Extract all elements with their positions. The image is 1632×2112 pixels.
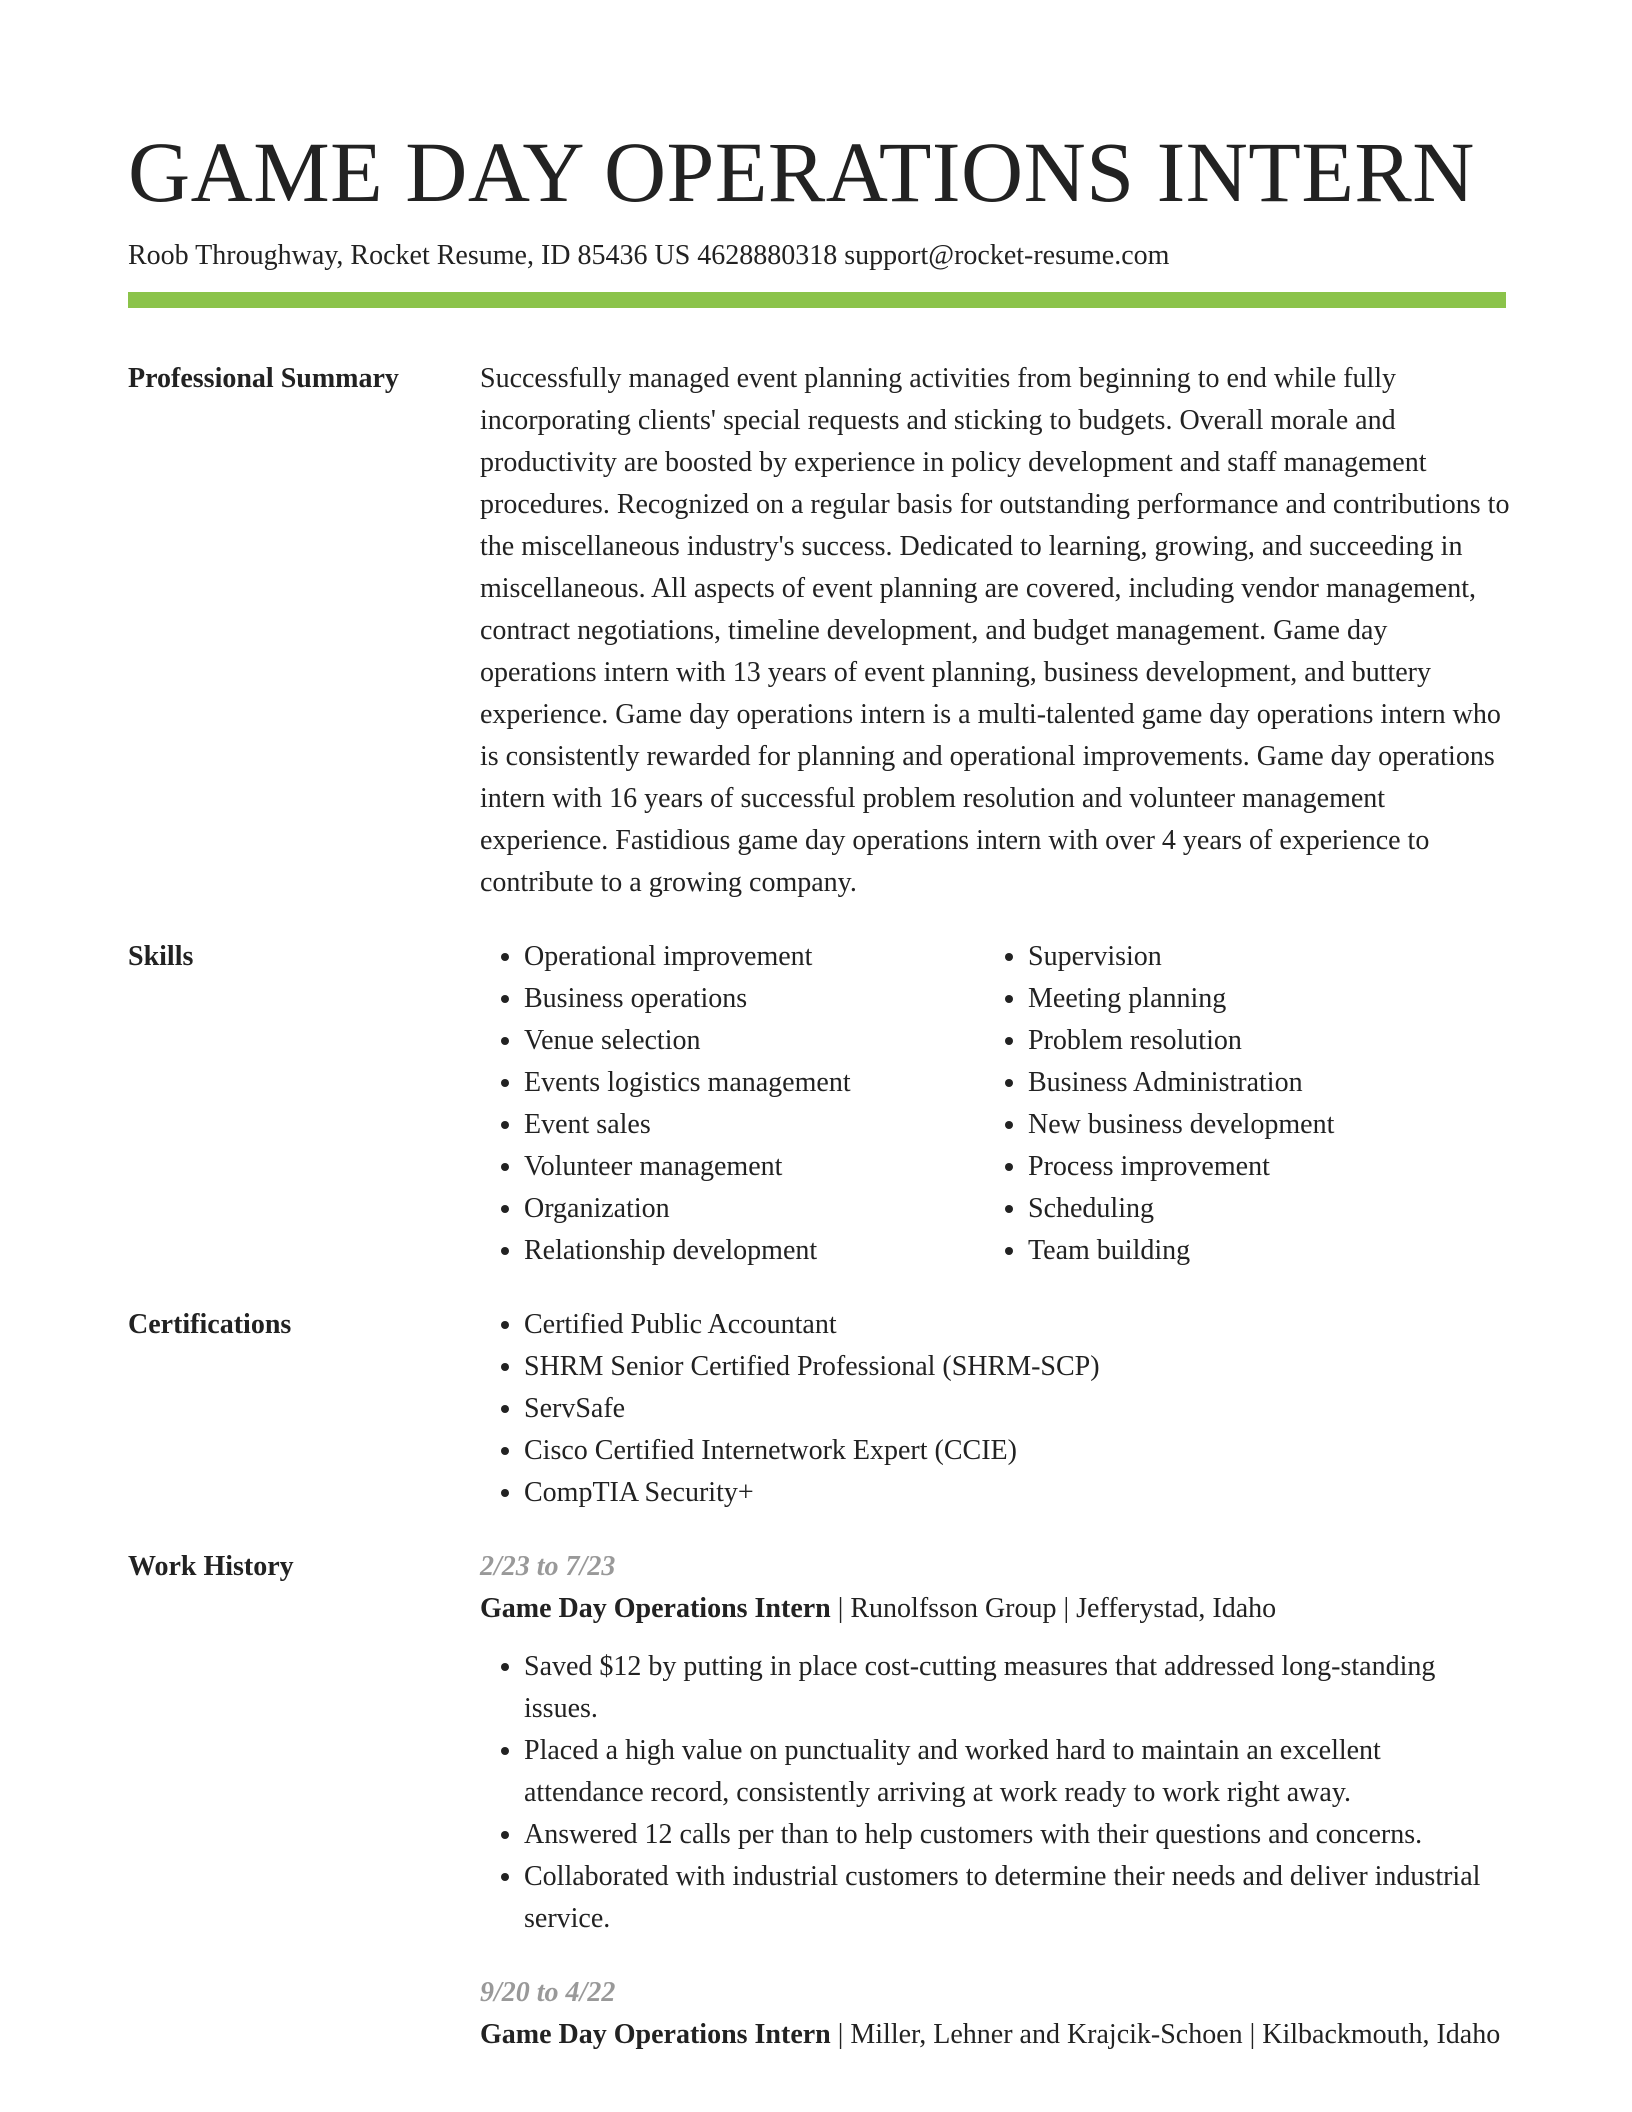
job-title: Game Day Operations Intern xyxy=(480,1593,831,1624)
certifications-section xyxy=(128,1304,1506,1514)
job-bullet: • Answered 12 calls per than to help customers with their questions and concerns. xyxy=(524,1814,1506,1856)
skills-list-right xyxy=(984,936,1488,1272)
resume-page xyxy=(128,0,1510,2056)
summary-body xyxy=(480,358,1510,904)
skill-item: • Relationship development xyxy=(524,1230,984,1272)
certifications-body xyxy=(480,1304,1506,1514)
skill-item: • Business Administration xyxy=(1028,1062,1488,1104)
job-heading xyxy=(480,1588,1506,1630)
work-history-label: Work History xyxy=(128,1551,294,1582)
skill-item: • Team building xyxy=(1028,1230,1488,1272)
skill-item: • Scheduling xyxy=(1028,1188,1488,1230)
skill-item: • Operational improvement xyxy=(524,936,984,978)
skill-item: • Event sales xyxy=(524,1104,984,1146)
job-entry xyxy=(480,1546,1506,1940)
work-history-section xyxy=(128,1546,1506,2056)
certification-item: • SHRM Senior Certified Professional (SHRM-SCP) xyxy=(524,1346,1506,1388)
skill-item: • Meeting planning xyxy=(1028,978,1488,1020)
certifications-label: Certifications xyxy=(128,1309,292,1340)
resume-title: GAME DAY OPERATIONS INTERN xyxy=(128,124,1475,220)
skill-item: • Venue selection xyxy=(524,1020,984,1062)
job-dates: 9/20 to 4/22 xyxy=(480,1977,616,2008)
certification-item: • Certified Public Accountant xyxy=(524,1304,1506,1346)
job-bullet: • Saved $12 by putting in place cost-cutting measures that addressed long-standing issues. xyxy=(524,1646,1506,1730)
work-history-body xyxy=(480,1546,1506,2056)
skills-body xyxy=(480,936,1506,1272)
job-bullet: • Placed a high value on punctuality and worked hard to maintain an excellent attendance record, consistently arriving at work ready to work right away. xyxy=(524,1730,1506,1814)
skill-item: • Business operations xyxy=(524,978,984,1020)
skill-item: • Volunteer management xyxy=(524,1146,984,1188)
job-title: Game Day Operations Intern xyxy=(480,2019,831,2050)
job-dates: 2/23 to 7/23 xyxy=(480,1551,616,1582)
certifications-list xyxy=(480,1304,1506,1514)
skill-item: • New business development xyxy=(1028,1104,1488,1146)
contact-line: Roob Throughway, Rocket Resume, ID 85436 US 4628880318 support@rocket-resume.com xyxy=(128,240,1170,271)
certification-item: • CompTIA Security+ xyxy=(524,1472,1506,1514)
summary-text: Successfully managed event planning activities from beginning to end while fully incorporating clients' special requests and sticking to budgets. Overall morale and productivity are boosted by experience in policy development and staff management procedures. Recognized on a regular basis for outstanding performance and contributions to the miscellaneous industry's success. Dedicated to learning, growing, and succeeding in miscellaneous. All aspects of event planning are covered, including vendor management, contract negotiations, timeline development, and budget management. Game day operations intern with 13 years of event planning, business development, and buttery experience. Game day operations intern is a multi-talented game day operations intern who is consistently rewarded for planning and operational improvements. Game day operations intern with 16 years of successful problem resolution and volunteer management experience. Fastidious game day operations intern with over 4 years of experience to contribute to a growing company. xyxy=(480,363,1510,898)
skills-label: Skills xyxy=(128,941,194,972)
skill-item: • Supervision xyxy=(1028,936,1488,978)
skills-section xyxy=(128,936,1506,1272)
job-details: | Runolfsson Group | Jefferystad, Idaho xyxy=(830,1593,1277,1624)
summary-label: Professional Summary xyxy=(128,363,399,394)
certification-item: • Cisco Certified Internetwork Expert (CCIE) xyxy=(524,1430,1506,1472)
job-details: | Miller, Lehner and Krajcik-Schoen | Kilbackmouth, Idaho xyxy=(830,2019,1501,2050)
skill-item: • Problem resolution xyxy=(1028,1020,1488,1062)
certification-item: • ServSafe xyxy=(524,1388,1506,1430)
job-entry xyxy=(480,1972,1506,2056)
job-bullets xyxy=(480,1646,1506,1940)
skills-list-left xyxy=(480,936,984,1272)
summary-section xyxy=(128,358,1510,904)
job-bullet: • Collaborated with industrial customers to determine their needs and deliver industrial service. xyxy=(524,1856,1506,1940)
skill-item: • Organization xyxy=(524,1188,984,1230)
skill-item: • Events logistics management xyxy=(524,1062,984,1104)
accent-divider xyxy=(128,292,1506,308)
skill-item: • Process improvement xyxy=(1028,1146,1488,1188)
job-heading xyxy=(480,2014,1506,2056)
